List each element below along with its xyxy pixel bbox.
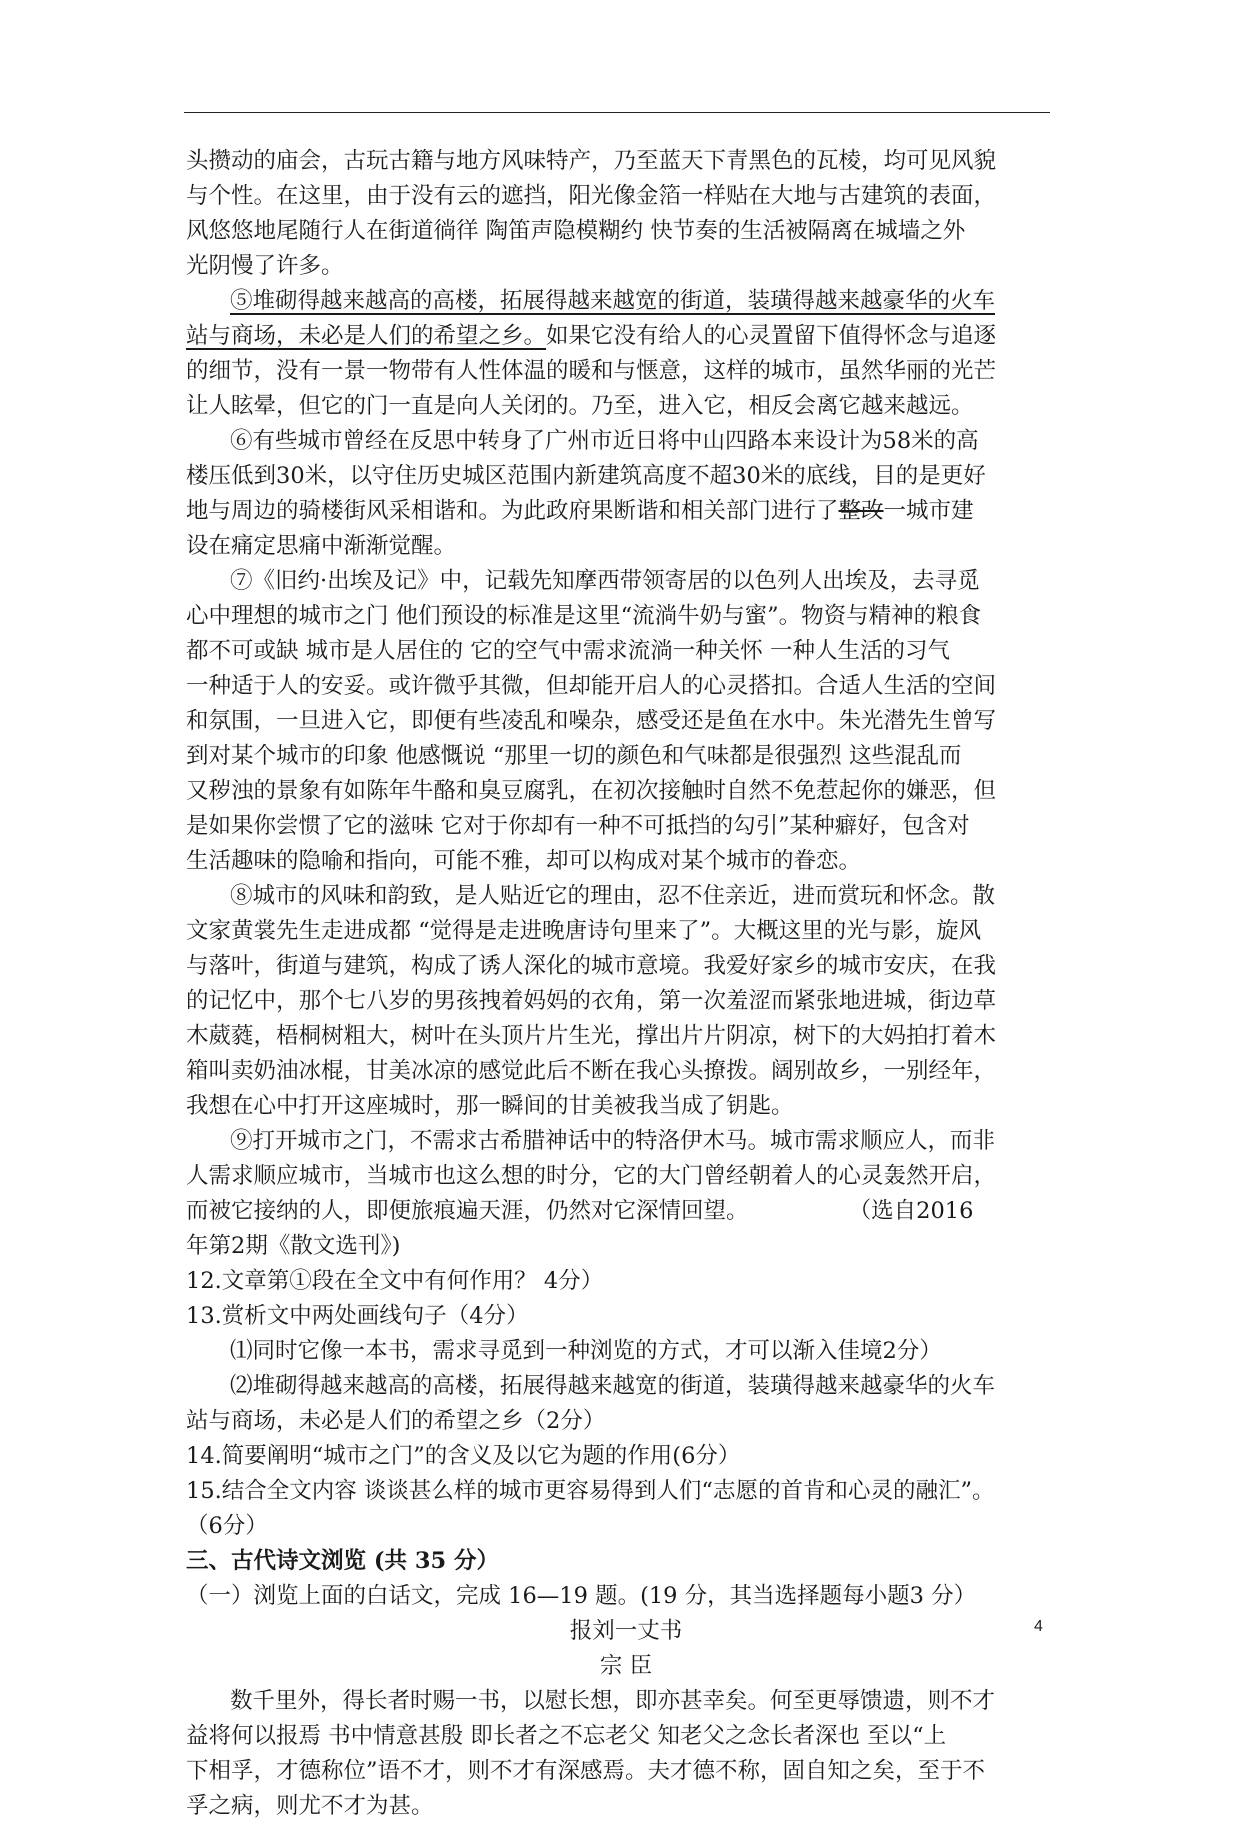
section-heading: 三、古代诗文浏览 (共 35 分） bbox=[186, 1548, 499, 1574]
text-line: ⑧城市的风味和韵致，是人贴近它的理由，忍不住亲近，进而赏玩和怀念。散 bbox=[230, 883, 996, 909]
text-line: ⑨打开城市之门，不需求古希腊神话中的特洛伊木马。城市需求顺应人，而非 bbox=[230, 1128, 996, 1154]
struck-text: 整改 bbox=[838, 498, 884, 524]
header-rule bbox=[184, 112, 1050, 113]
paragraph-4-tail bbox=[186, 144, 1066, 284]
text-line: 文家黄裳先生走进成都 “觉得是走进晚唐诗句里来了”。大概这里的光与影，旋风 bbox=[186, 918, 982, 944]
underlined-sentence: ⑤堆砌得越来越高的高楼，拓展得越来越宽的街道，装璜得越来越豪华的火车 bbox=[230, 288, 996, 314]
question-13: 13.赏析文中两处画线句子（4分） bbox=[186, 1303, 529, 1329]
text-line: 箱叫卖奶油冰棍，甘美冰凉的感觉此后不断在我心头撩拨。阔别故乡，一别经年， bbox=[186, 1058, 997, 1084]
text-line: 孚之病，则尤不才为甚。 bbox=[186, 1793, 434, 1819]
paragraph-9 bbox=[186, 1124, 1066, 1264]
text-line: 的细节，没有一景一物带有人性体温的暖和与惬意，这样的城市，虽然华丽的光芒 bbox=[186, 358, 997, 384]
text-line: 是如果你尝惯了它的滋味 它对于你却有一种不可抵挡的勾引”某种癖好，包含对 bbox=[186, 813, 970, 839]
text-line bbox=[186, 494, 1066, 529]
question-14: 14.简要阐明“城市之门”的含义及以它为题的作用(6分） bbox=[186, 1443, 741, 1469]
paragraph-6 bbox=[186, 424, 1066, 564]
text-line: 和氛围，一旦进入它，即便有些凌乱和噪杂，感受还是鱼在水中。朱光潜先生曾写 bbox=[186, 708, 997, 734]
text-line: 风悠悠地尾随行人在街道徜徉 陶笛声隐模糊约 快节奏的生活被隔离在城墙之外 bbox=[186, 218, 966, 244]
text-line: 木葳蕤，梧桐树粗大，树叶在头顶片片生光，撑出片片阴凉，树下的大妈拍打着木 bbox=[186, 1023, 997, 1049]
text-span: 一城市建 bbox=[883, 498, 974, 524]
passage-title: 报刘一丈书 bbox=[569, 1618, 683, 1644]
text-line: 年第2期《散文选刊》) bbox=[186, 1233, 401, 1259]
text-line: ⑦《旧约·出埃及记》中，记载先知摩西带领寄居的以色列人出埃及，去寻觅 bbox=[230, 568, 980, 594]
text-line: 与落叶，街道与建筑，构成了诱人深化的城市意境。我爱好家乡的城市安庆，在我 bbox=[186, 953, 997, 979]
text-line: 下相孚，才德称位”语不才，则不才有深感焉。夫才德不称，固自知之矣，至于不 bbox=[186, 1758, 986, 1784]
text-span: 地与周边的骑楼街风采相谐和。为此政府果断谐和相关部门进行了 bbox=[186, 498, 839, 524]
text-line: 与个性。在这里，由于没有云的遮挡，阳光像金箔一样贴在大地与古建筑的表面， bbox=[186, 183, 997, 209]
subsection-instruction: （一）浏览上面的白话文，完成 16—19 题。(19 分，其当选择题每小题3 分） bbox=[186, 1583, 977, 1609]
question-13-part-1: ⑴同时它像一本书，需求寻觅到一种浏览的方式，才可以渐入佳境2分） bbox=[230, 1338, 942, 1364]
text-line: 我想在心中打开这座城时，那一瞬间的甘美被我当成了钥匙。 bbox=[186, 1093, 794, 1119]
question-13-part-2: ⑵堆砌得越来越高的高楼，拓展得越来越宽的街道，装璜得越来越豪华的火车 bbox=[230, 1373, 996, 1399]
section-3 bbox=[186, 1544, 1066, 1824]
text-line: 站与商场，未必是人们的希望之乡（2分） bbox=[186, 1408, 606, 1434]
text-line: 益将何以报焉 书中情意甚殷 即长者之不忘老父 知老父之念长者深也 至以“上 bbox=[186, 1723, 947, 1749]
text-line: 到对某个城市的印象 他感慨说 “那里一切的颜色和气味都是很强烈 这些混乱而 bbox=[186, 743, 962, 769]
paragraph-7 bbox=[186, 564, 1066, 879]
text-line: 而被它接纳的人，即便旅痕遍天涯，仍然对它深情回望。 （选自2016 bbox=[186, 1198, 974, 1224]
text-line bbox=[186, 284, 1066, 319]
text-line: 数千里外，得长者时赐一书，以慰长想，即亦甚幸矣。何至更辱馈遗，则不才 bbox=[230, 1688, 996, 1714]
text-line: ⑥有些城市曾经在反思中转身了广州市近日将中山四路本来设计为58米的高 bbox=[230, 428, 979, 454]
document-body bbox=[186, 144, 1066, 1824]
text-line: 人需求顺应城市，当城市也这么想的时分，它的大门曾经朝着人的心灵轰然开启， bbox=[186, 1163, 997, 1189]
text-line: 心中理想的城市之门 他们预设的标准是这里“流淌牛奶与蜜”。物资与精神的粮食 bbox=[186, 603, 982, 629]
paragraph-5 bbox=[186, 284, 1066, 424]
text-line: 光阴慢了许多。 bbox=[186, 253, 344, 279]
paragraph-8 bbox=[186, 879, 1066, 1124]
text-line: 楼压低到30米，以守住历史城区范围内新建筑高度不超30米的底线，目的是更好 bbox=[186, 463, 986, 489]
text-line: 设在痛定思痛中渐渐觉醒。 bbox=[186, 533, 457, 559]
text-line: 都不可或缺 城市是人居住的 它的空气中需求流淌一种关怀 一种人生活的习气 bbox=[186, 638, 950, 664]
text-line bbox=[186, 319, 1066, 354]
text-line: 一种适于人的安妥。或许微乎其微，但却能开启人的心灵搭扣。合适人生活的空间 bbox=[186, 673, 997, 699]
text-line: 生活趣味的隐喻和指向，可能不雅，却可以构成对某个城市的眷恋。 bbox=[186, 848, 862, 874]
underlined-sentence: 站与商场，未必是人们的希望之乡。 bbox=[186, 323, 547, 349]
question-15: 15.结合全文内容 谈谈甚么样的城市更容易得到人们“志愿的首肯和心灵的融汇”。 bbox=[186, 1478, 995, 1504]
text-line: 又秽浊的景象有如陈年牛酪和臭豆腐乳，在初次接触时自然不免惹起你的嫌恶，但 bbox=[186, 778, 997, 804]
page-number: 4 bbox=[1034, 1618, 1043, 1635]
text-line: 的记忆中，那个七八岁的男孩拽着妈妈的衣角，第一次羞涩而紧张地进城，街边草 bbox=[186, 988, 997, 1014]
text-span: 如果它没有给人的心灵置留下值得怀念与追逐 bbox=[546, 323, 997, 349]
questions bbox=[186, 1264, 1066, 1544]
text-line: 头攒动的庙会，古玩古籍与地方风味特产，乃至蓝天下青黑色的瓦棱，均可见风貌 bbox=[186, 148, 997, 174]
text-line: 让人眩晕，但它的门一直是向人关闭的。乃至，进入它，相反会离它越来越远。 bbox=[186, 393, 974, 419]
text-line: （6分） bbox=[186, 1513, 268, 1539]
question-12: 12.文章第①段在全文中有何作用？ 4分） bbox=[186, 1268, 604, 1294]
passage-author: 宗 臣 bbox=[599, 1653, 653, 1679]
